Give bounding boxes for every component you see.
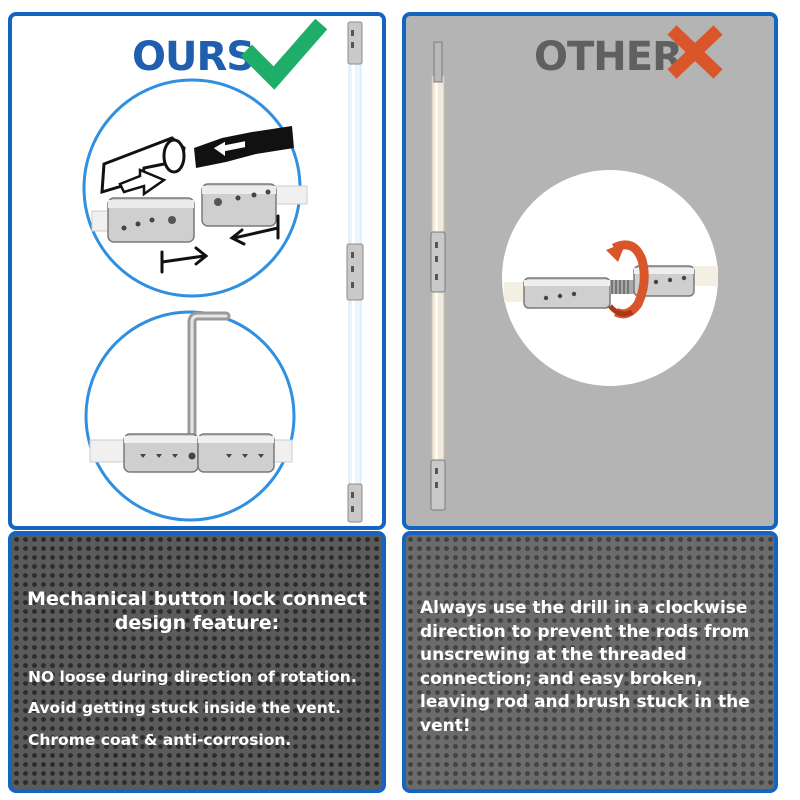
ours-caption-panel <box>8 531 386 793</box>
ours-feature-line: NO loose during direction of rotation. <box>28 668 357 686</box>
other-panel <box>402 12 778 530</box>
ours-panel <box>8 12 386 530</box>
check-mark-icon <box>252 30 316 78</box>
other-illustration <box>406 16 774 526</box>
other-caption-text: Always use the drill in a clockwise direction to prevent the rods from unscrewing at the threaded connection; and easy broken, leaving rod and brush stuck in the vent! <box>420 598 750 736</box>
rod-other <box>431 42 445 510</box>
ours-heading: OURS <box>132 34 255 80</box>
other-caption-panel <box>402 531 778 793</box>
rod-ours <box>347 22 363 522</box>
ours-feature-line: Chrome coat & anti-corrosion. <box>28 731 292 749</box>
ours-feature-line: Avoid getting stuck inside the vent. <box>28 699 342 717</box>
threaded-connection-circle <box>502 170 718 386</box>
connection-detail-circle <box>84 80 307 296</box>
hex-key-detail-circle <box>86 312 294 520</box>
ours-caption-title: Mechanical button lock connect design feature: <box>27 588 367 634</box>
other-heading: OTHER <box>534 34 682 80</box>
ours-illustration <box>12 16 382 526</box>
cross-mark-icon <box>672 30 718 74</box>
